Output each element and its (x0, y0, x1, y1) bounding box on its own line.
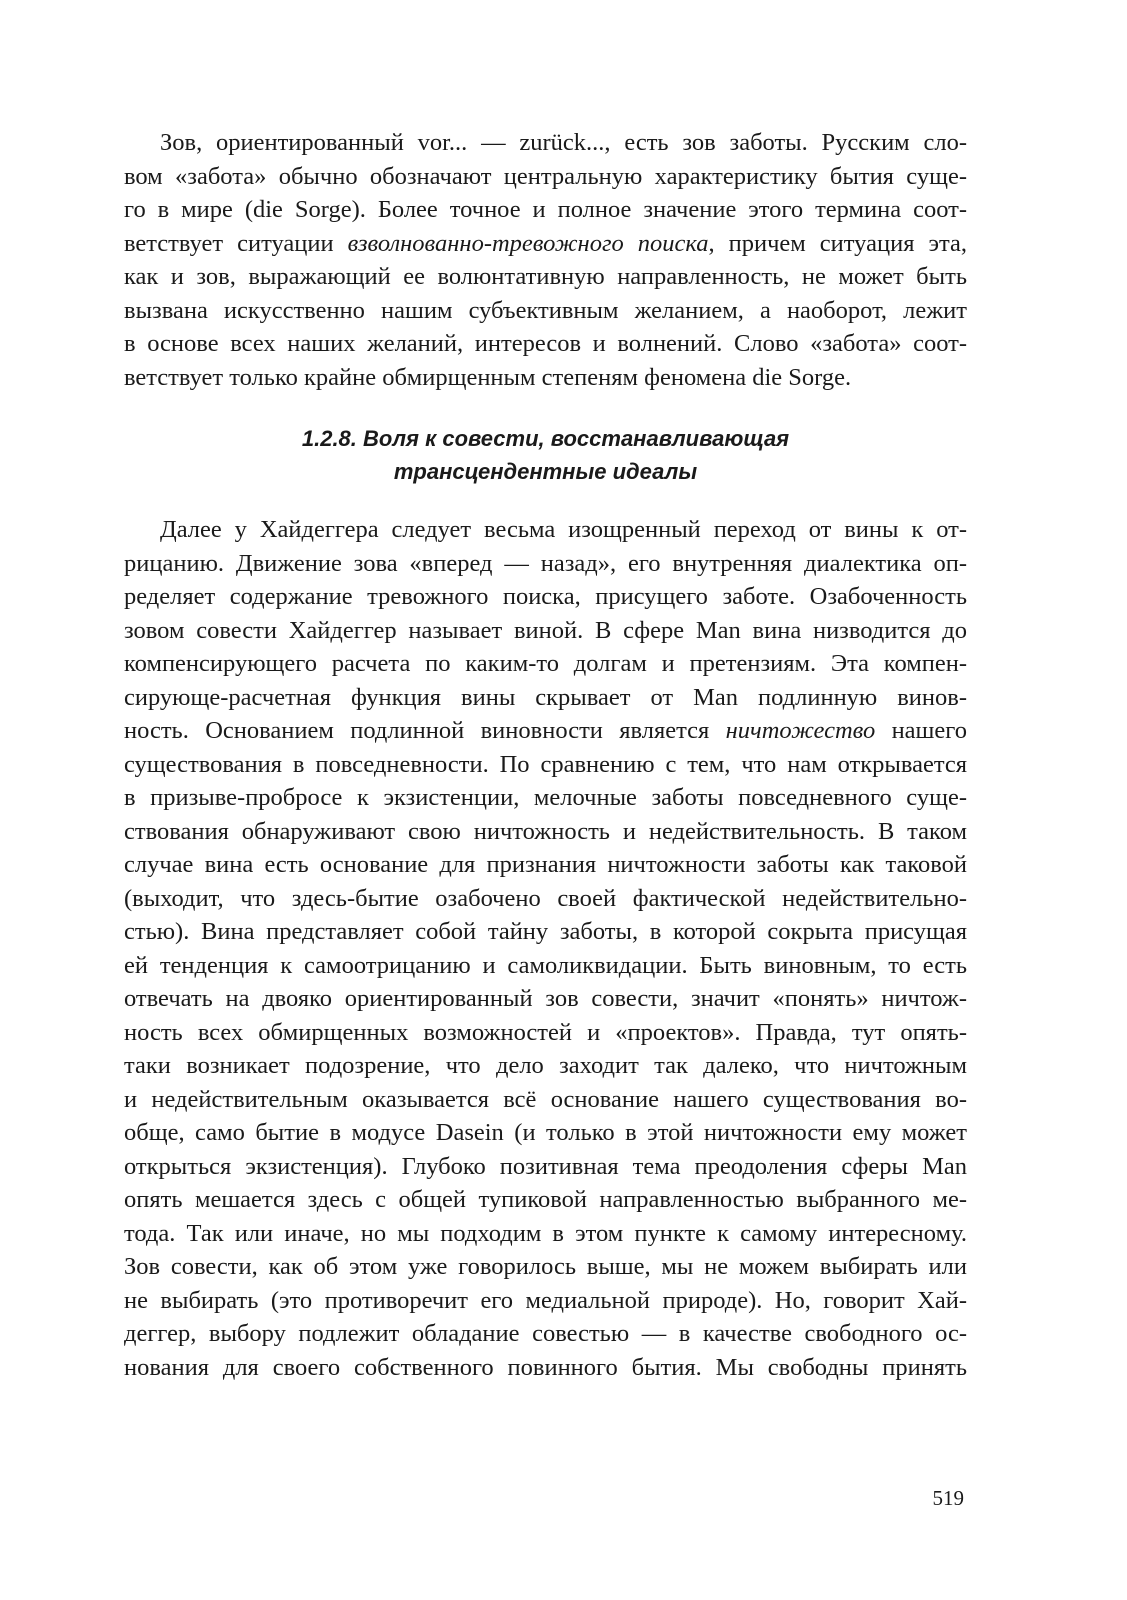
paragraph-line: ределяет содержание тревожного поиска, присущего заботе. Озабоченность (124, 583, 967, 610)
paragraph-line (124, 714, 967, 748)
paragraph-line: открыться экзистенция). Глубоко позитивная тема преодоления сферы Man (124, 1152, 967, 1180)
paragraph-line: случае вина есть основание для признания ничтожности заботы как таковой (124, 851, 967, 878)
paragraph-line: таки возникает подозрение, что дело заходит так далеко, что ничтожным (124, 1052, 967, 1079)
heading-line-2: трансцендентные идеалы (393, 459, 698, 484)
paragraph-line: ствования обнаруживают свою ничтожность и недействительность. В таком (124, 817, 967, 845)
paragraph-line: отвечать на двояко ориентированный зов совести, значит «понять» ничтож- (124, 985, 967, 1012)
paragraph-line: го в мире (die Sorge). Более точное и полное значение этого термина соот- (124, 196, 967, 223)
paragraph-line: обще, само бытие в модусе Dasein (и только в этой ничтожности ему может (124, 1119, 967, 1146)
paragraph-line: ей тенденция к самоотрицанию и самоликвидации. Быть виновным, то есть (124, 951, 967, 979)
paragraph-line: ветствует только крайне обмирщенным степеням феномена die Sorge. (124, 363, 852, 391)
paragraph-line: зовом совести Хайдеггер называет виной. В сфере Man вина низводится до (124, 616, 967, 644)
paragraph-2 (124, 513, 967, 1384)
paragraph-line (124, 227, 967, 261)
paragraph-line: существования в повседневности. По сравнению с тем, что нам открывается (124, 750, 967, 778)
paragraph-line: тода. Так или иначе, но мы подходим в этом пункте к самому интересному. (124, 1219, 967, 1247)
paragraph-line: нования для своего собственного повинного бытия. Мы свободны принять (124, 1353, 967, 1381)
line-text: нашего (875, 717, 967, 744)
heading-line-1: 1.2.8. Воля к совести, восстанавливающая (301, 426, 790, 451)
paragraph-line: в призыве-пробросе к экзистенции, мелочные заботы повседневного суще- (124, 784, 967, 811)
paragraph-line: Далее у Хайдеггера следует весьма изощренный переход от вины к от- (160, 516, 967, 543)
line-text: , причем ситуация эта, (708, 229, 967, 257)
italic-phrase: взволнованно-тревожного поиска (347, 229, 709, 257)
line-text: ность. Основанием подлинной виновности является (124, 717, 726, 744)
paragraph-line: и недействительным оказывается всё основание нашего существования во- (124, 1085, 967, 1113)
paragraph-line: как и зов, выражающий ее волюнтативную направленность, не может быть (124, 263, 967, 290)
paragraph-line: компенсирующего расчета по каким-то долгам и претензиям. Эта компен- (124, 650, 967, 677)
paragraph-line: вом «забота» обычно обозначают центральную характеристику бытия суще- (124, 162, 967, 190)
section-heading (124, 422, 967, 488)
italic-phrase: ничтожество (725, 717, 876, 744)
paragraph-line: Зов, ориентированный vor... — zurück..., есть зов заботы. Русским сло- (160, 129, 967, 156)
paragraph-line: не выбирать (это противоречит его медиальной природе). Но, говорит Хай- (124, 1286, 967, 1314)
paragraph-line: ность всех обмирщенных возможностей и «проектов». Правда, тут опять- (124, 1018, 967, 1046)
paragraph-line: Зов совести, как об этом уже говорилось выше, мы не можем выбирать или (124, 1253, 967, 1280)
paragraph-line: вызвана искусственно нашим субъективным желанием, а наоборот, лежит (124, 296, 967, 324)
paragraph-line: сирующе-расчетная функция вины скрывает от Man подлинную винов- (124, 683, 967, 711)
paragraph-line: деггер, выбору подлежит обладание совестью — в качестве свободного ос- (124, 1320, 967, 1347)
page-number: 519 (932, 1486, 964, 1510)
paragraph-line: (выходит, что здесь-бытие озабочено своей фактической недействительно- (124, 884, 967, 912)
paragraph-line: опять мешается здесь с общей тупиковой направленностью выбранного ме- (124, 1186, 967, 1213)
paragraph-line: стью). Вина представляет собой тайну заботы, в которой сокрыта присущая (124, 918, 967, 945)
paragraph-1 (124, 126, 967, 394)
paragraph-line: рицанию. Движение зова «вперед — назад», его внутренняя диалектика оп- (124, 549, 967, 577)
paragraph-line: в основе всех наших желаний, интересов и волнений. Слово «забота» соот- (124, 330, 967, 357)
line-text: ветствует ситуации (124, 229, 348, 257)
